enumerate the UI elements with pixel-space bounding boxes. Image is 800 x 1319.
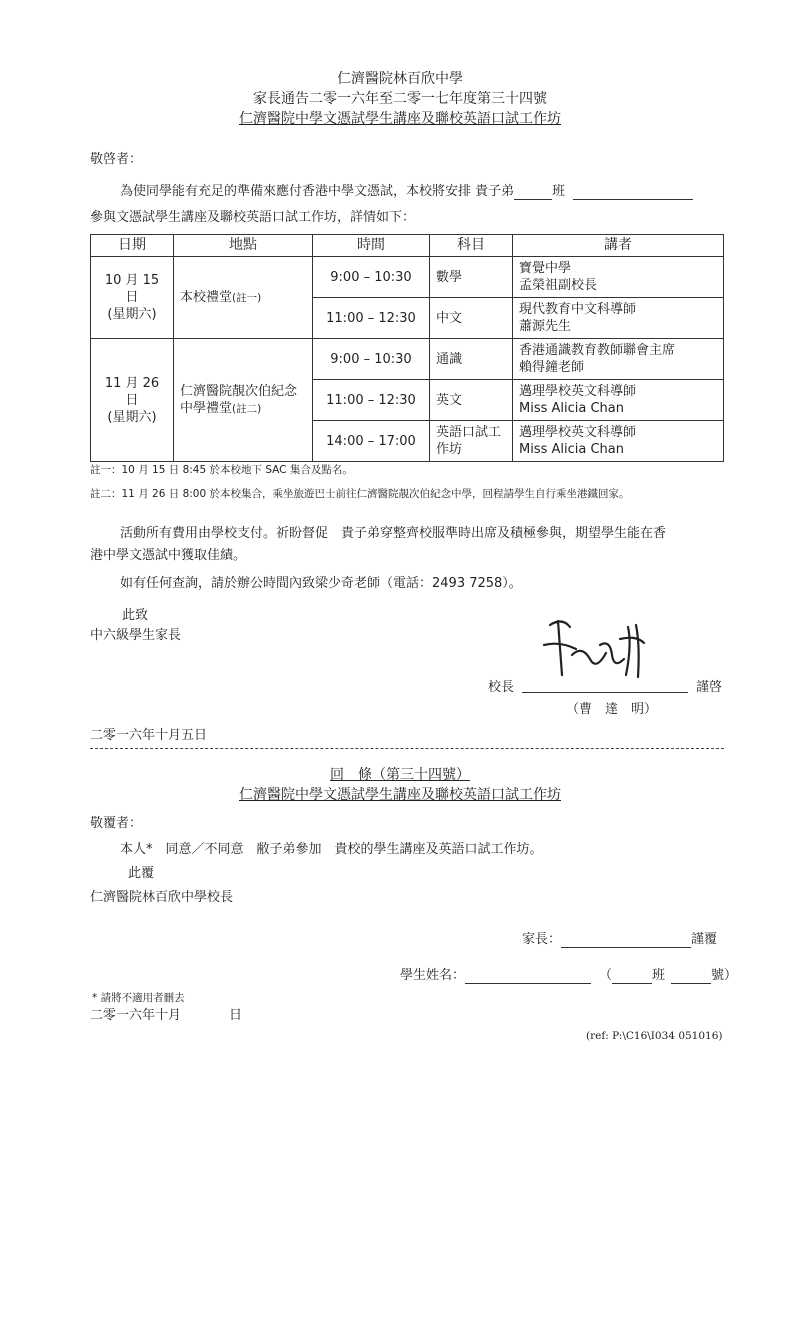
school-name: 仁濟醫院林百欣中學 [337, 71, 463, 87]
date-text: 10 月 15 日 [104, 273, 160, 305]
intro-text: 為使同學能有充足的準備來應付香港中學文憑試，本校將安排 貴子弟 [120, 184, 515, 199]
reply-title: 回 條（第三十四號） [330, 767, 470, 783]
subject-cell: 通識 [430, 339, 513, 380]
intro-line-1 [120, 180, 693, 200]
reply-addressee: 仁濟醫院林百欣中學校長 [90, 890, 234, 905]
notice-subject: 仁濟醫院中學文憑試學生講座及聯校英語口試工作坊 [239, 111, 561, 127]
principal-label: 校長 [488, 680, 515, 695]
number-label: 號） [711, 968, 738, 983]
venue-text: 仁濟醫院靚次伯紀念中學禮堂 [180, 383, 298, 416]
venue-note: (註一) [232, 291, 262, 304]
speaker-cell [513, 380, 724, 421]
reply-date-prefix: 二零一六年十月 [90, 1008, 182, 1023]
venue-cell [174, 339, 313, 462]
class-blank [514, 184, 552, 200]
subject-cell: 英文 [430, 380, 513, 421]
class-label: 班 [652, 968, 666, 983]
body-para-1-line-1: 活動所有費用由學校支付。祈盼督促 貴子弟穿整齊校服準時出席及積極參與，期望學生能在香 [120, 526, 667, 541]
speaker-org: 邁理學校英文科導師 [519, 425, 637, 440]
speaker-name: 賴得鐘老師 [519, 360, 585, 375]
subject-cell: 中文 [430, 298, 513, 339]
body-para-1-line-2: 港中學文憑試中獲取佳績。 [90, 548, 247, 563]
parent-label: 家長： [522, 932, 562, 947]
table-header-row [91, 235, 724, 257]
respect-word: 謹啓 [696, 680, 723, 695]
student-name-label: 學生姓名： [400, 968, 466, 983]
speaker-name: 孟榮祖副校長 [519, 278, 598, 293]
note-2: 註二：11 月 26 日 8:00 於本校集合，乘坐旅遊巴士前往仁濟醫院靚次伯紀念中學，回程請學生自行乘坐港鐵回家。 [90, 488, 630, 500]
time-cell: 11:00 – 12:30 [313, 298, 430, 339]
closing-1: 此致 [122, 608, 149, 623]
signature-image [540, 615, 670, 685]
weekday-text: (星期六) [107, 307, 157, 322]
venue-note: (註二) [232, 402, 262, 415]
reply-word: 謹覆 [691, 932, 718, 947]
speaker-cell [513, 339, 724, 380]
footnote: * 請將不適用者刪去 [92, 992, 185, 1004]
signature-line [522, 676, 688, 693]
speaker-org: 邁理學校英文科導師 [519, 384, 637, 399]
col-header-speaker: 講者 [513, 235, 724, 257]
reply-salutation: 敬覆者： [90, 816, 143, 831]
col-header-time: 時間 [313, 235, 430, 257]
reply-closing: 此覆 [128, 866, 155, 881]
cut-line [90, 748, 724, 749]
principal-name: （曹 達 明） [566, 702, 658, 717]
intro-line-2: 參與文憑試學生講座及聯校英語口試工作坊，詳情如下： [90, 210, 416, 225]
student-name-field[interactable] [465, 968, 591, 984]
time-cell: 9:00 – 10:30 [313, 339, 430, 380]
closing-2: 中六級學生家長 [90, 628, 182, 643]
time-cell: 14:00 – 17:00 [313, 421, 430, 462]
speaker-org: 現代教育中文科導師 [519, 302, 637, 317]
time-cell: 11:00 – 12:30 [313, 380, 430, 421]
time-cell: 9:00 – 10:30 [313, 257, 430, 298]
date-cell [91, 257, 174, 339]
body-para-2: 如有任何查詢，請於辦公時間內致梁少奇老師（電話：2493 7258）。 [120, 576, 522, 591]
speaker-cell [513, 298, 724, 339]
reply-date-day: 日 [229, 1008, 243, 1023]
class-label: 班 [552, 184, 566, 199]
salutation: 敬啓者： [90, 152, 143, 167]
parent-signature-row [522, 928, 717, 948]
class-field[interactable] [612, 968, 652, 984]
reference-code: (ref: P:\C16\I034 051016) [586, 1030, 723, 1042]
col-header-date: 日期 [91, 235, 174, 257]
speaker-name: 蕭源先生 [519, 319, 572, 334]
col-header-subject: 科目 [430, 235, 513, 257]
speaker-cell [513, 421, 724, 462]
subject-cell: 數學 [430, 257, 513, 298]
parent-signature-field[interactable] [561, 932, 691, 948]
reply-subject: 仁濟醫院中學文憑試學生講座及聯校英語口試工作坊 [239, 787, 561, 803]
venue-cell [174, 257, 313, 339]
speaker-org: 香港通識教育教師聯會主席 [519, 343, 676, 358]
subject-cell: 英語口試工作坊 [430, 421, 513, 462]
notice-number: 家長通告二零一六年至二零一七年度第三十四號 [253, 91, 547, 107]
speaker-org: 寶覺中學 [519, 261, 572, 276]
venue-text: 本校禮堂 [180, 289, 233, 305]
student-name-blank [573, 184, 693, 200]
speaker-name: Miss Alicia Chan [519, 401, 625, 416]
col-header-venue: 地點 [174, 235, 313, 257]
speaker-cell [513, 257, 724, 298]
notice-date: 二零一六年十月五日 [90, 728, 208, 743]
open-paren: （ [599, 968, 613, 983]
date-cell [91, 339, 174, 462]
table-row [91, 339, 724, 380]
note-1: 註一：10 月 15 日 8:45 於本校地下 SAC 集合及點名。 [90, 464, 353, 476]
table-row [91, 257, 724, 298]
reply-date [90, 1004, 242, 1023]
student-number-field[interactable] [671, 968, 711, 984]
weekday-text: (星期六) [107, 409, 157, 425]
reply-statement[interactable]: 本人* 同意／不同意 敝子弟參加 貴校的學生講座及英語口試工作坊。 [120, 842, 543, 857]
date-text: 11 月 26 日 [104, 375, 160, 408]
schedule-table [90, 234, 724, 462]
student-info-row [400, 964, 737, 984]
speaker-name: Miss Alicia Chan [519, 442, 625, 457]
